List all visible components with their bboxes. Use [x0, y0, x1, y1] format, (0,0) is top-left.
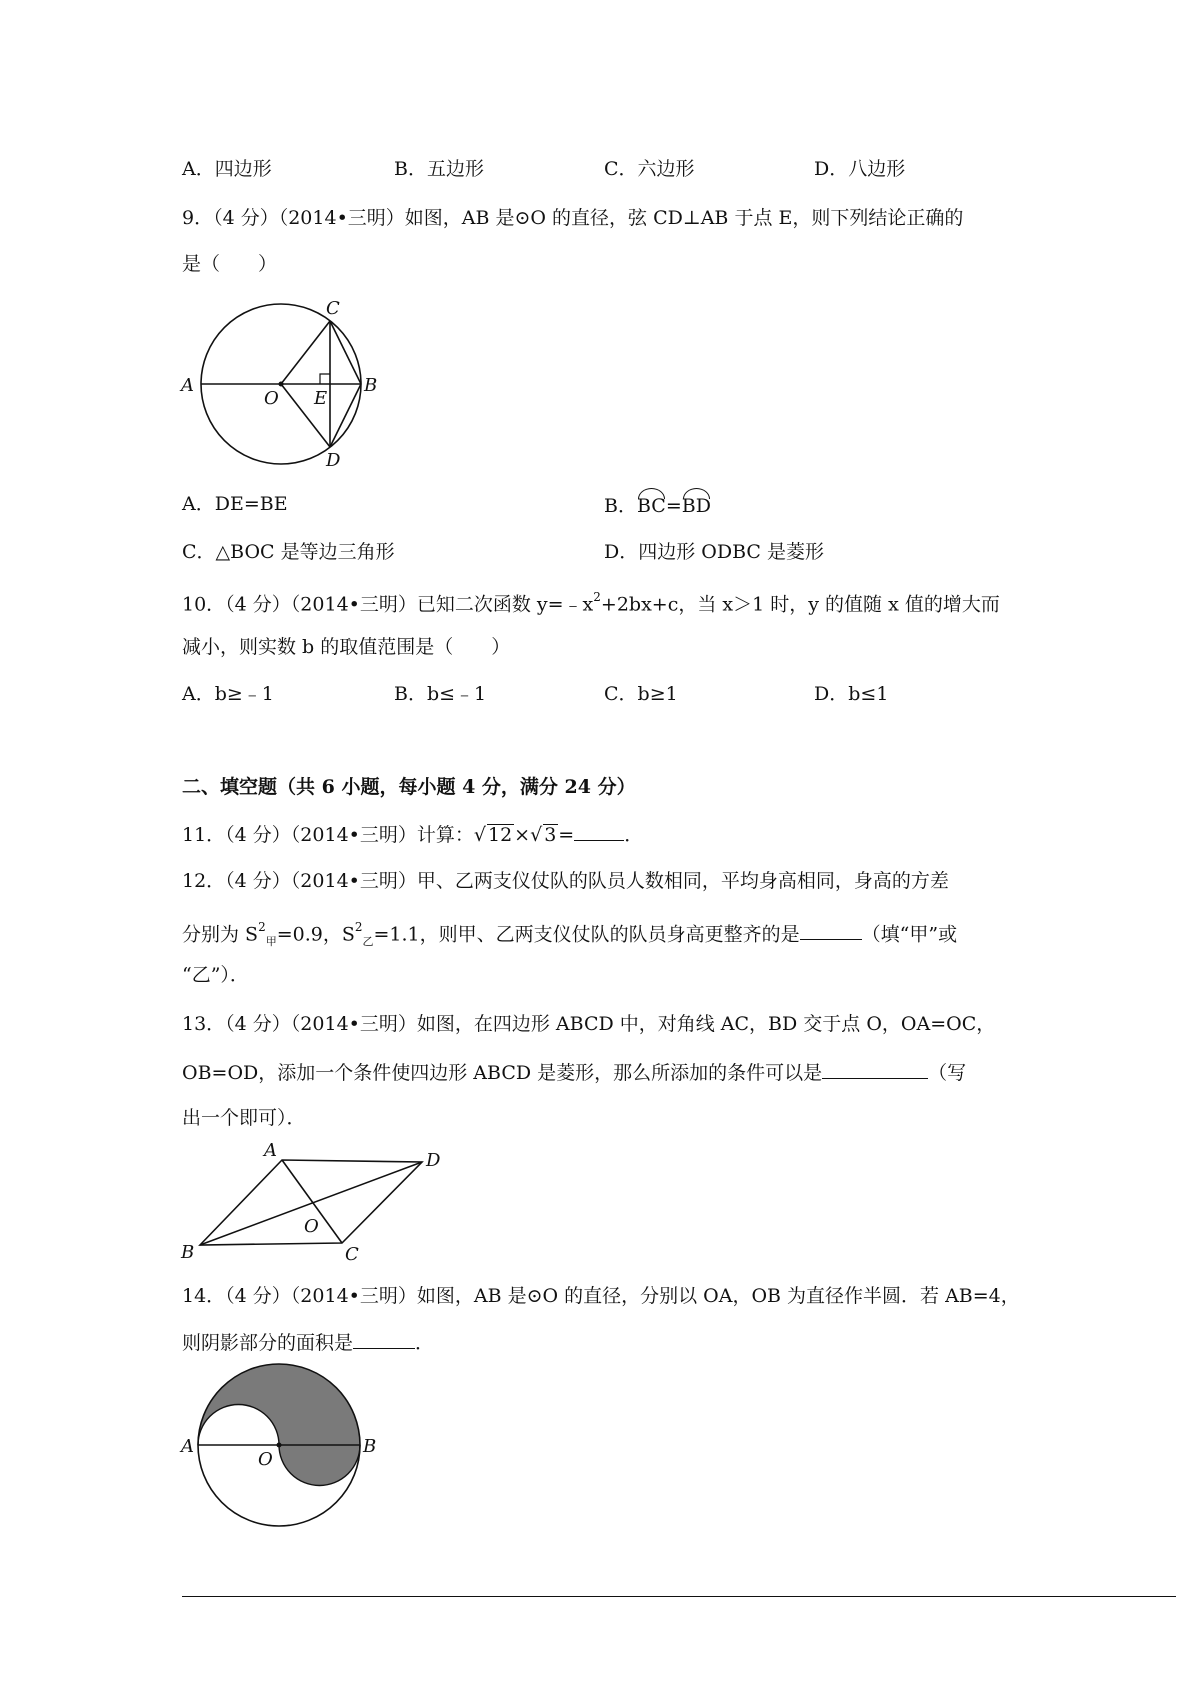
q14-shaded-circle-figure [178, 1360, 398, 1535]
q9-label-o: O [264, 388, 279, 409]
q14-answer-blank[interactable] [353, 1330, 415, 1349]
q14-question-line-1: 14．（4 分）（2014•三明）如图，AB 是⊙O 的直径，分别以 OA，OB 为直径作半圆．若 AB=4， [182, 1285, 1020, 1307]
q9-label-a: A [181, 375, 194, 396]
q12-sub-jia: 甲 [265, 935, 277, 949]
q11-times: × [514, 824, 531, 846]
q9-option-c: C．△BOC 是等边三角形 [182, 541, 395, 563]
section-2-title: 二、填空题（共 6 小题，每小题 4 分，满分 24 分） [182, 776, 636, 798]
q14-question-line-2 [182, 1330, 434, 1355]
q8-option-a: A．四边形 [182, 158, 272, 180]
q14-text-b: ． [415, 1332, 435, 1354]
q9-option-a: A．DE=BE [182, 493, 288, 515]
q10-text-a: 10．（4 分）（2014•三明）已知二次函数 y=﹣x [182, 593, 594, 616]
q13-question-line-1: 13．（4 分）（2014•三明）如图，在四边形 ABCD 中，对角线 AC，BD 交于点 O，OA=OC， [182, 1013, 996, 1035]
q10-superscript: 2 [593, 590, 601, 604]
q11-radical-sign-1: √ [473, 824, 486, 846]
q10-question-line-1 [182, 587, 1000, 616]
q13-label-a: A [264, 1140, 277, 1161]
q13-label-b: B [181, 1242, 195, 1263]
q9-label-b: B [364, 375, 378, 396]
q12-question-line-1: 12．（4 分）（2014•三明）甲、乙两支仪仗队的队员人数相同，平均身高相同，身高的方差 [182, 870, 949, 892]
q8-option-b: B．五边形 [394, 158, 484, 180]
q9-question-line-2: 是（ ） [182, 253, 278, 275]
q11-prefix: 11．（4 分）（2014•三明）计算： [182, 824, 474, 846]
q11-suffix: ． [624, 824, 644, 846]
q12-question-line-2 [182, 917, 957, 954]
q9-option-d: D．四边形 ODBC 是菱形 [604, 541, 824, 563]
q13-question-line-3: 出一个即可）． [182, 1107, 306, 1129]
q13-text-b: （写 [928, 1062, 967, 1084]
q11-radicand-2: 3 [544, 824, 557, 846]
q10-option-c: C．b≥1 [604, 683, 678, 705]
q9-option-b-equals: = [665, 495, 682, 517]
q12-text-c: =1.1，则甲、乙两支仪仗队的队员身高更整齐的是 [373, 923, 800, 946]
q12-sup-2: 2 [354, 920, 363, 934]
q11-question [182, 822, 643, 847]
q14-label-b: B [363, 1436, 377, 1457]
q12-text-b: =0.9，S [276, 923, 355, 946]
q14-label-o: O [258, 1449, 273, 1470]
q12-answer-blank[interactable] [800, 921, 862, 940]
q12-question-line-3: “乙”）． [182, 964, 249, 986]
footer-rule [182, 1596, 1176, 1597]
q10-question-line-2: 减小，则实数 b 的取值范围是（ ） [182, 636, 511, 658]
q9-arc-bc: BC [637, 488, 666, 518]
q12-text-d: （填“甲”或 [861, 923, 958, 946]
q9-circle-figure [178, 290, 388, 480]
q8-option-c: C．六边形 [604, 158, 695, 180]
q13-question-line-2 [182, 1060, 966, 1085]
q10-option-a: A．b≥﹣1 [182, 683, 274, 705]
q11-radical-sign-2: √ [530, 824, 543, 846]
q9-arc-bd: BD [682, 488, 711, 518]
q13-label-o: O [304, 1216, 319, 1237]
q14-text-a: 则阴影部分的面积是 [182, 1332, 354, 1354]
q9-label-e: E [314, 388, 328, 409]
q13-label-d: D [426, 1150, 441, 1171]
q12-text-a: 分别为 S [182, 923, 259, 946]
q9-option-b [604, 488, 711, 518]
q12-sub-yi: 乙 [362, 935, 374, 949]
q10-option-b: B．b≤﹣1 [394, 683, 487, 705]
q14-label-a: A [181, 1436, 194, 1457]
q13-label-c: C [345, 1244, 359, 1263]
q11-answer-blank[interactable] [574, 822, 624, 841]
q9-option-b-prefix: B． [604, 495, 637, 517]
q9-label-c: C [326, 298, 340, 319]
q11-equals: = [558, 824, 575, 846]
q13-answer-blank[interactable] [822, 1060, 928, 1079]
q9-question-line-1: 9．（4 分）（2014•三明）如图，AB 是⊙O 的直径，弦 CD⊥AB 于点 E，则下列结论正确的 [182, 207, 964, 229]
q13-parallelogram-figure [178, 1138, 458, 1263]
q13-text-a: OB=OD，添加一个条件使四边形 ABCD 是菱形，那么所添加的条件可以是 [182, 1062, 823, 1084]
q10-option-d: D．b≤1 [814, 683, 889, 705]
q10-text-b: +2bx+c，当 x＞1 时，y 的值随 x 值的增大而 [600, 593, 1000, 616]
q12-sup-1: 2 [258, 920, 266, 934]
q11-radicand-1: 12 [487, 824, 513, 846]
q9-label-d: D [326, 450, 341, 471]
q8-option-d: D．八边形 [814, 158, 906, 180]
